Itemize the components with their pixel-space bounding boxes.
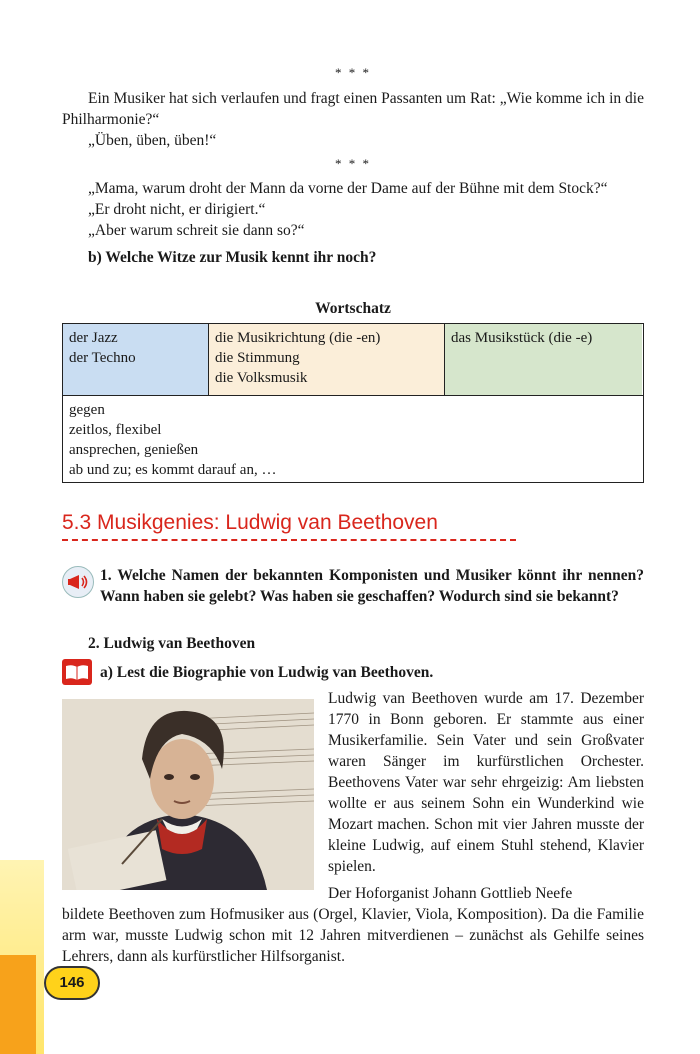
section-underline [62,539,516,541]
wortschatz-title: Wortschatz [315,300,391,317]
vocab-item: das Musikstück (die -e) [451,330,593,346]
vocab-item: ab und zu; es kommt darauf an, … [69,462,277,478]
vocab-item: die Stimmung [215,350,300,366]
vocab-item: die Volksmusik [215,370,308,386]
page-number: 146 [44,966,100,1000]
margin-decoration-orange [0,955,36,1054]
open-book-icon [62,659,92,685]
task-1: 1. Welche Namen der bekannten Komponisten und Musiker könnt ihr nennen? Wann haben sie gelebt? Was haben sie geschaffen? Wodurch sind sie bekannt? [100,567,644,605]
vocab-item: ansprechen, genießen [69,442,199,458]
vocab-cell-other [63,395,643,482]
bio-full-text: bildete Beethoven zum Hofmusiker aus (Orgel, Klavier, Viola, Komposition). Da die Familie arm war, musste Ludwig schon mit 12 Jahren mitverdienen – zunächst als Gehilfe seines Lehrers, dann als kurfürstlicher Hilfsorganist. [62,906,644,965]
task-2-title: 2. Ludwig van Beethoven [88,635,256,652]
bio-side-text: Ludwig van Beethoven wurde am 17. Dezember 1770 in Bonn geboren. Er stammte aus einer Musikerfamilie. Sein Vater und sein Großvater waren Sänger im kurfürstlichen Orchester. Beethovens Vater war sehr ehrgeizig: Am liebsten wollte er aus seinem Sohn ein Wunderkind wie Mozart machen. Schon mit vier Jahren musste der kleine Ludwig, auf einem Stuhl stehend, Klavier spielen. [328,690,644,875]
separator-stars: * * * [335,65,371,80]
joke1-answer: „Üben, üben, üben!“ [88,132,217,149]
joke2-answer: „Er droht nicht, er dirigiert.“ [88,201,266,218]
vocab-item: der Jazz [69,330,118,346]
vocab-cell-nouns-fem [209,324,445,395]
bio-continuation-start: Der Hoforganist Johann Gottlieb Neefe [328,885,573,902]
task-2a: a) Lest die Biographie von Ludwig van Beethoven. [100,664,434,681]
vocab-cell-nouns-masc [63,324,209,395]
separator-stars: * * * [335,156,371,171]
megaphone-icon [62,566,94,598]
joke2-reply: „Aber warum schreit sie dann so?“ [88,222,305,239]
vocab-item: der Techno [69,350,136,366]
vocab-item: gegen [69,402,105,418]
task-b: b) Welche Witze zur Musik kennt ihr noch? [88,249,377,266]
beethoven-portrait [62,699,314,890]
joke2-question: „Mama, warum droht der Mann da vorne der Dame auf der Bühne mit dem Stock?“ [88,180,608,197]
wortschatz-table [62,323,644,483]
vocab-item: zeitlos, flexibel [69,422,162,438]
section-title: 5.3 Musikgenies: Ludwig van Beethoven [62,511,438,534]
vocab-cell-nouns-neut [445,324,642,395]
joke1-question: Ein Musiker hat sich verlaufen und fragt einen Passanten um Rat: „Wie komme ich in die Philharmonie?“ [62,90,644,128]
vocab-item: die Musikrichtung (die -en) [215,330,381,346]
